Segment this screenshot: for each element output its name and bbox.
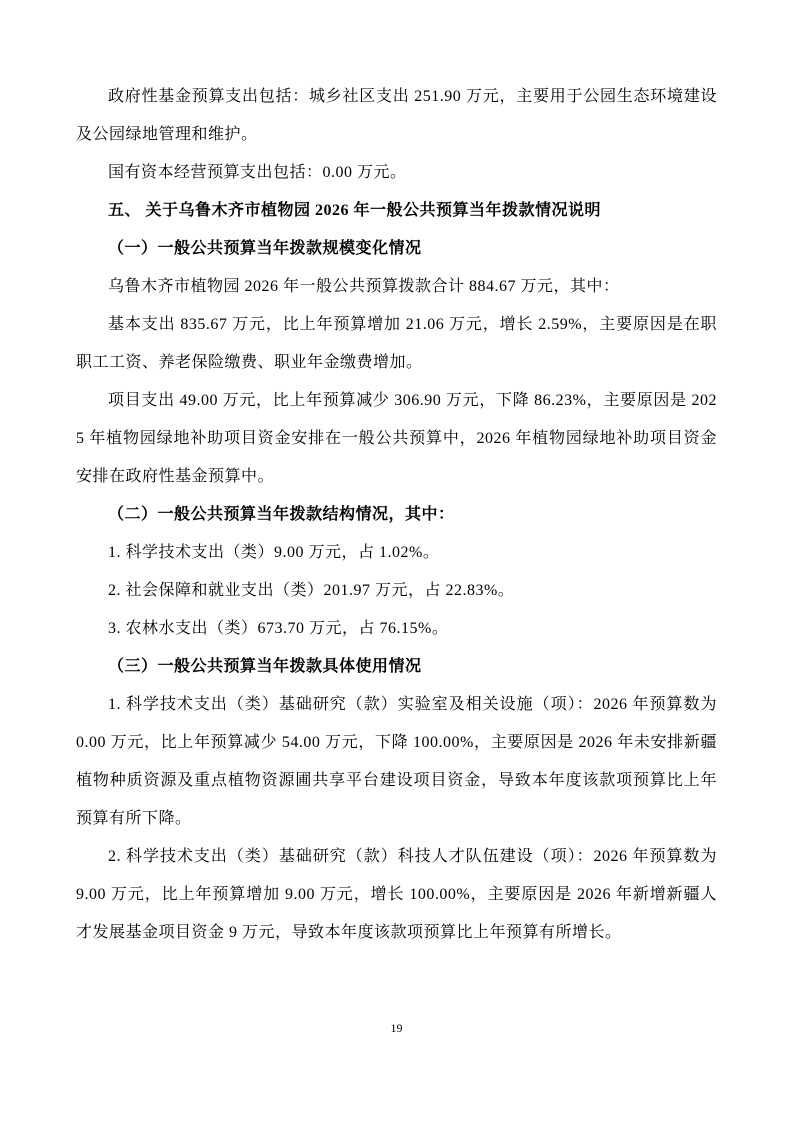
list-item-usage-1: 1. 科学技术支出（类）基础研究（款）实验室及相关设施（项）：2026 年预算数为 0.00 万元，比上年预算减少 54.00 万元，下降 100.00%，主要原因是 2026 年未安排新疆植物种质资源及重点植物资源圃共享平台建设项目资金，导致本年度该款项预算比上年预算有所下降。 — [76, 696, 717, 827]
paragraph-project-expenditure: 项目支出 49.00 万元，比上年预算减少 306.90 万元，下降 86.23%，主要原因是 2025 年植物园绿地补助项目资金安排在一般公共预算中，2026 年植物园绿地补助项目资金安排在政府性基金预算中。 — [76, 392, 717, 485]
section-heading-5-1: （一）一般公共预算当年拨款规模变化情况 — [108, 240, 422, 257]
list-item-structure-1: 1. 科学技术支出（类）9.00 万元，占 1.02%。 — [108, 544, 440, 561]
page-number: 19 — [390, 1021, 403, 1035]
section-heading-5-3: （三）一般公共预算当年拨款具体使用情况 — [108, 658, 422, 675]
paragraph-gov-fund-expenditure: 政府性基金预算支出包括：城乡社区支出 251.90 万元，主要用于公园生态环境建设及公园绿地管理和维护。 — [76, 88, 717, 143]
section-heading-5-2: （二）一般公共预算当年拨款结构情况，其中： — [108, 506, 455, 523]
paragraph-total-appropriation: 乌鲁木齐市植物园 2026 年一般公共预算拨款合计 884.67 万元，其中： — [108, 278, 620, 295]
list-item-usage-2: 2. 科学技术支出（类）基础研究（款）科技人才队伍建设（项）：2026 年预算数为 9.00 万元，比上年预算增加 9.00 万元，增长 100.00%，主要原因是 2026 年新增新疆人才发展基金项目资金 9 万元，导致本年度该款项预算比上年预算有所增长。 — [76, 848, 717, 941]
list-item-structure-3: 3. 农林水支出（类）673.70 万元，占 76.15%。 — [108, 620, 449, 637]
paragraph-basic-expenditure: 基本支出 835.67 万元，比上年预算增加 21.06 万元，增长 2.59%，主要原因是在职职工工资、养老保险缴费、职业年金缴费增加。 — [76, 316, 717, 371]
section-heading-5: 五、 关于乌鲁木齐市植物园 2026 年一般公共预算当年拨款情况说明 — [108, 202, 602, 219]
list-item-structure-2: 2. 社会保障和就业支出（类）201.97 万元，占 22.83%。 — [108, 582, 515, 599]
paragraph-state-capital-expenditure: 国有资本经营预算支出包括：0.00 万元。 — [108, 164, 407, 181]
